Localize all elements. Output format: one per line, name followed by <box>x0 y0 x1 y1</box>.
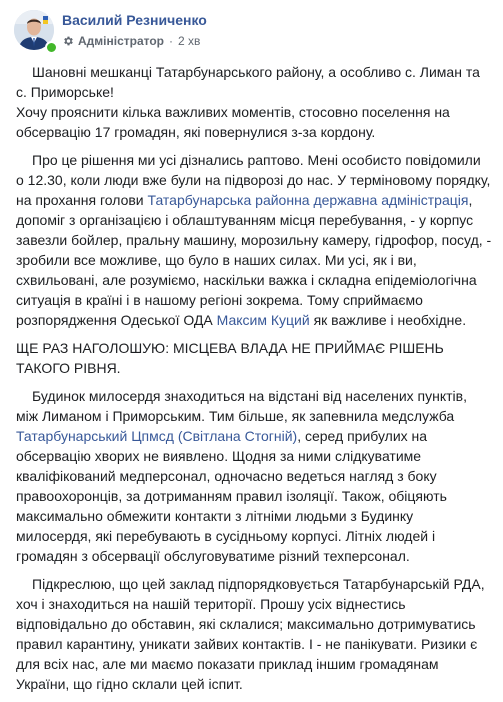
author-role: Адміністратор <box>78 34 165 48</box>
post-body <box>16 62 492 702</box>
post-paragraph-6: Підкреслюю, що цей заклад підпорядковується Татарбунарській РДА, хоч і знаходиться на нашій території. Прошу усіх віднестись відповідально до обставин, які склалися; максимально дотримуватись правил карантину, уникати зайвих контактів. І - не панікувати. Ризики є для всіх нас, але ми маємо показати приклад іншим громадянам України, що гідно склали цей іспит. <box>16 576 485 692</box>
post-paragraph-4: ЩЕ РАЗ НАГОЛОШУЮ: МІСЦЕВА ВЛАДА НЕ ПРИЙМАЄ РІШЕНЬ ТАКОГО РІВНЯ. <box>16 340 444 376</box>
author-name[interactable]: Василий Резниченко <box>62 12 207 28</box>
post-paragraph-1: Шановні мешканці Татарбунарського району, а особливо с. Лиман та с. Приморське! <box>16 64 480 100</box>
post-time[interactable]: 2 хв <box>178 34 201 48</box>
meta-separator: · <box>169 34 174 48</box>
post-paragraph-3: Про це рішення ми усі дізнались раптово. Мені особисто повідомили о 12.30, коли люди вже були на підворозі до нас. У терміновому порядку, на прохання голови Татарбунарська районна державна адміністрація, допоміг з організацією і облаштуванням місця перебування, - у корпус завезли бойлер, пральну машину, морозильну камеру, гідрофор, посуд, - зробили все можливе, що було в наших силах. Ми усі, як і ви, схвильовані, але розуміємо, наскільки важка і складна епідеміологічна ситуація в країні і в нашому регіоні зокрема. Тому сприймаємо розпорядження Одеської ОДА Максим Куций як важливе і необхідне. <box>16 152 492 328</box>
gear-icon <box>62 35 74 47</box>
post-paragraph-5: Будинок милосердя знаходиться на відстані від населених пунктів, між Лиманом і Приморським. Тим більше, як запевнила медслужба Татарбунарський Цпмсд (Світлана Стогній), серед прибулих на обсервацію хворих не виявлено. Щодня за ними слідкуватиме кваліфікований медперсонал, одночасно ведеться нагляд з боку правоохоронців, за дотриманням правил ізоляції. Також, обіцяють максимально обмежити контакти з літніми людьми з Будинку милосердя, які перебувають в сусідньому корпусі. Літніх людей і громадян з обсервації обслуговуватиме різний техперсонал. <box>16 388 467 564</box>
online-status-icon <box>45 41 58 54</box>
mention-link-kutsyi[interactable]: Максим Куций <box>216 312 310 328</box>
mention-link-tsmpsd[interactable]: Татарбунарський Цпмсд (Світлана Стогній) <box>16 428 298 444</box>
post-header <box>12 10 493 60</box>
post-meta <box>62 34 200 48</box>
mention-link-rda[interactable]: Татарбунарська районна державна адміністрація <box>147 192 469 208</box>
post-paragraph-2: Хочу прояснити кілька важливих моментів, стосовно поселення на обсервацію 17 громадян, які повернулися з-за кордону. <box>16 104 450 140</box>
